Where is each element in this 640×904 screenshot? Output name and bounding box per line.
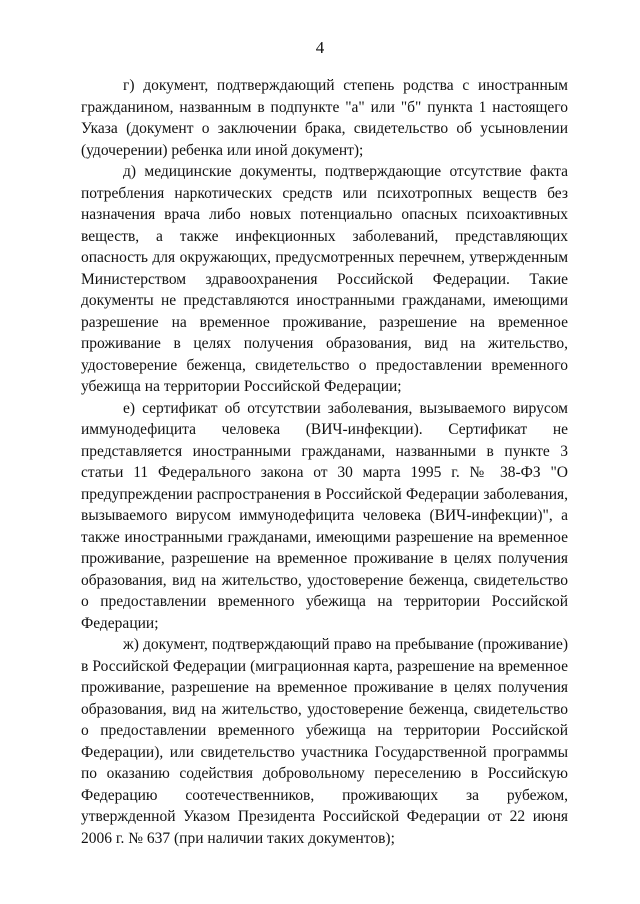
paragraph-e: е) сертификат об отсутствии заболевания, вызываемого вирусом иммунодефицита человека (ВИЧ-инфекции). Сертификат не представляется иностранными гражданами, названными в пункте 3 статьи 11 Федерального закона от 30 марта 1995 г. № 38-ФЗ "О предупреждении распространения в Российской Федерации заболевания, вызываемого вирусом иммунодефицита человека (ВИЧ-инфекции)", а также иностранными гражданами, имеющими разрешение на временное проживание, разрешение на временное проживание в целях получения образования, вид на жительство, удостоверение беженца, свидетельство о предоставлении временного убежища на территории Российской Федерации; [81, 399, 568, 632]
document-body [81, 75, 568, 849]
paragraph-zh: ж) документ, подтверждающий право на пребывание (проживание) в Российской Федерации (миграционная карта, разрешение на временное проживание, разрешение на временное проживание в целях получения образования, вид на жительство, удостоверение беженца, свидетельство о предоставлении временного убежища на территории Российской Федерации), или свидетельство участника Государственной программы по оказанию содействия добровольному переселению в Российскую Федерацию соотечественников, проживающих за рубежом, утвержденной Указом Президента Российской Федерации от 22 июня 2006 г. № 637 (при наличии таких документов); [81, 636, 568, 847]
paragraph-d: д) медицинские документы, подтверждающие отсутствие факта потребления наркотических средств или психотропных веществ без назначения врача либо новых потенциально опасных психоактивных веществ, а также инфекционных заболеваний, представляющих опасность для окружающих, предусмотренных перечнем, утвержденным Министерством здравоохранения Российской Федерации. Такие документы не представляются иностранными гражданами, имеющими разрешение на временное проживание, разрешение на временное проживание в целях получения образования, вид на жительство, удостоверение беженца, свидетельство о предоставлении временного убежища на территории Российской Федерации; [81, 163, 568, 395]
page-number: 4 [315, 38, 325, 57]
paragraph-g: г) документ, подтверждающий степень родства с иностранным гражданином, названным в подпункте "а" или "б" пункта 1 настоящего Указа (документ о заключении брака, свидетельство об усыновлении (удочерении) ребенка или иной документ); [81, 77, 568, 159]
